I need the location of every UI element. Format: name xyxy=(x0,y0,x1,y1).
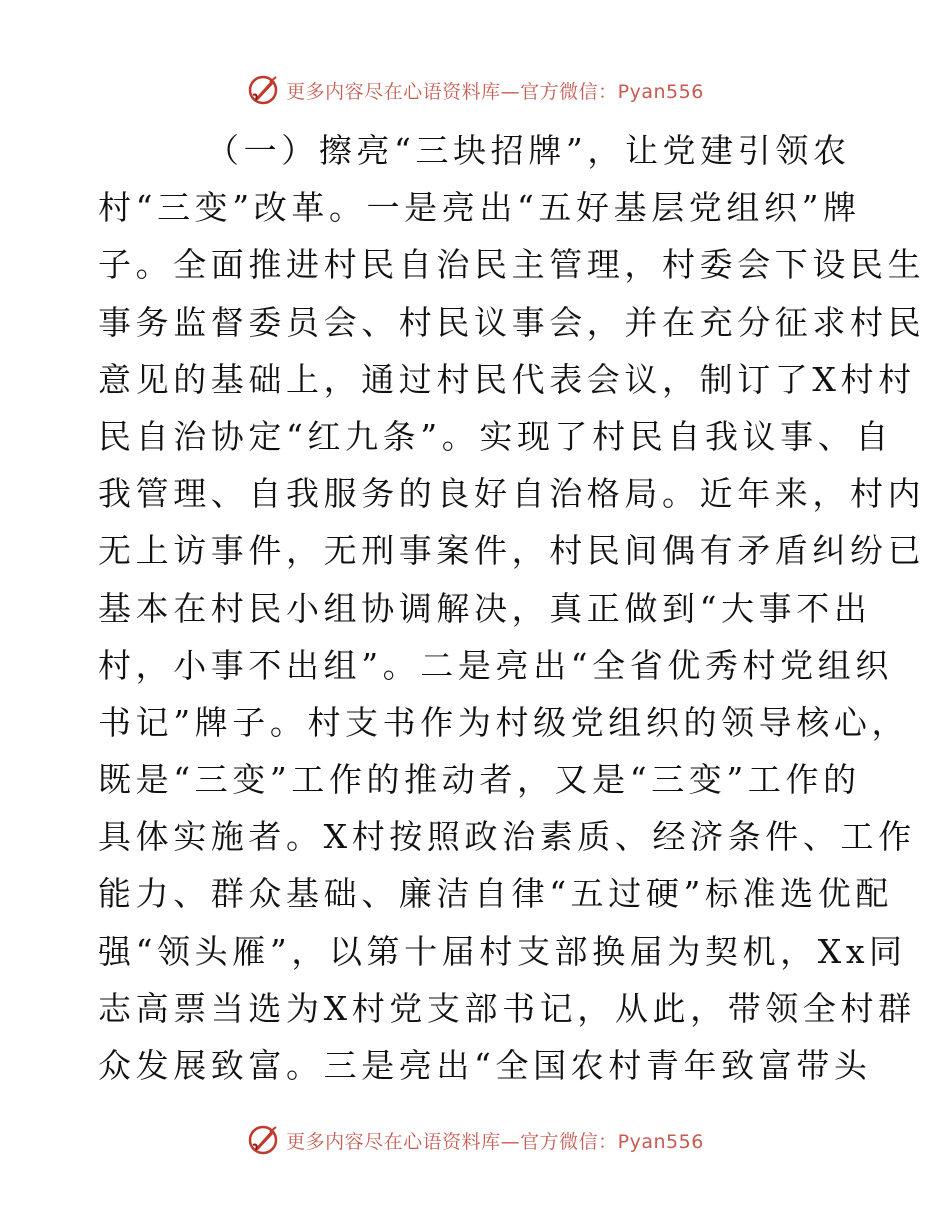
paragraph-line: 村“三变”改革。一是亮出“五好基层党组织”牌 xyxy=(98,188,861,228)
paragraph-line: （一）擦亮“三块招牌”，让党建引领农 xyxy=(206,131,851,170)
quill-logo-icon xyxy=(246,1123,280,1157)
paragraph-line: 民自治协定“红九条”。实现了村民自我议事、自 xyxy=(98,416,893,456)
paragraph-line: 强“领头雁”，以第十届村支部换届为契机，Xx同 xyxy=(98,931,907,971)
paragraph-line: 意见的基础上，通过村民代表会议，制订了X村村 xyxy=(98,359,916,399)
document-body xyxy=(98,122,926,1094)
watermark-text: 更多内容尽在心语资料库—官方微信：Pyan556 xyxy=(286,1130,704,1153)
paragraph-line: 能力、群众基础、廉洁自律“五过硬”标准选优配 xyxy=(98,874,893,914)
quill-logo-icon xyxy=(246,73,280,107)
paragraph-line: 我管理、自我服务的良好自治格局。近年来，村内 xyxy=(98,474,926,514)
paragraph-line: 既是“三变”工作的推动者，又是“三变”工作的 xyxy=(98,760,861,800)
paragraph-line: 具体实施者。X村按照政治素质、经济条件、工作 xyxy=(98,817,916,857)
paragraph-line: 众发展致富。三是亮出“全国农村青年致富带头 xyxy=(98,1046,872,1085)
paragraph-line: 志高票当选为X村党支部书记，从此，带领全村群 xyxy=(98,988,916,1028)
footer-watermark xyxy=(0,1120,950,1160)
paragraph-line: 基本在村民小组协调解决，真正做到“大事不出 xyxy=(98,588,872,628)
header-watermark xyxy=(0,70,950,110)
paragraph-line: 子。全面推进村民自治民主管理，村委会下设民生 xyxy=(98,245,926,285)
watermark-text: 更多内容尽在心语资料库—官方微信：Pyan556 xyxy=(286,80,704,103)
paragraph-line: 书记”牌子。村支书作为村级党组织的领导核心， xyxy=(98,702,910,742)
paragraph-line: 村，小事不出组”。二是亮出“全省优秀村党组织 xyxy=(98,645,893,685)
paragraph-line: 无上访事件，无刑事案件，村民间偶有矛盾纠纷已 xyxy=(98,531,926,571)
paragraph-line: 事务监督委员会、村民议事会，并在充分征求村民 xyxy=(98,302,926,342)
